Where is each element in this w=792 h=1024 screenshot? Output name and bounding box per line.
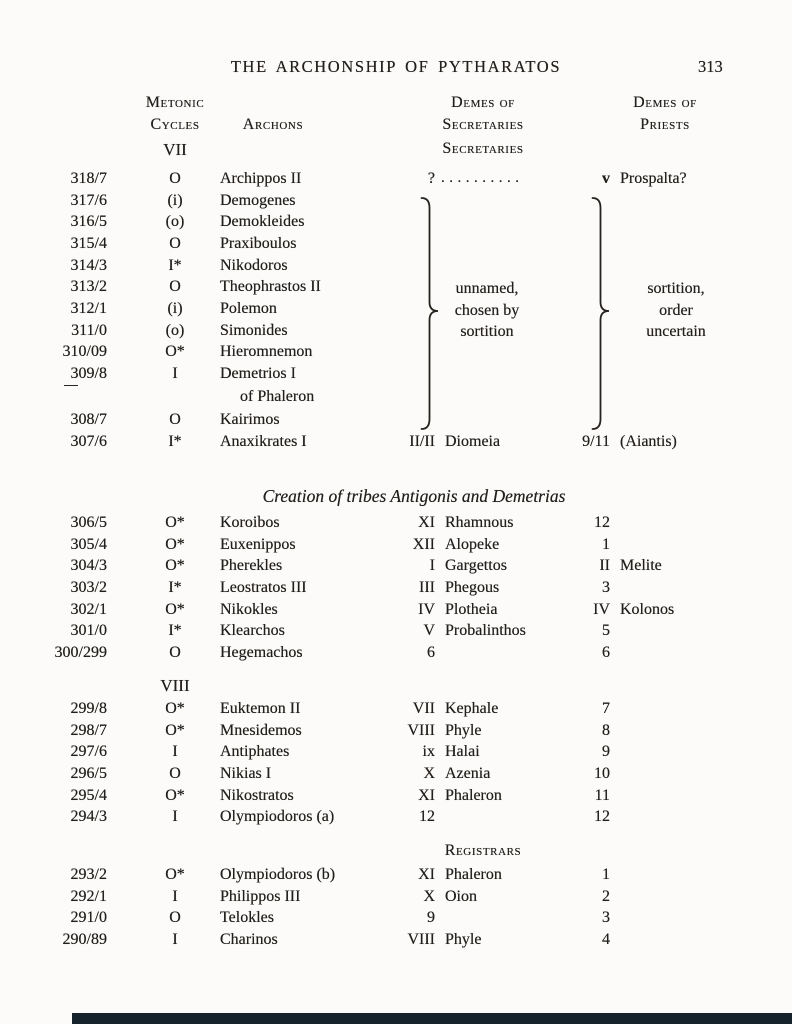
cell-cycle: O [169,909,181,927]
metonic-cycle-vii-label: VII [163,140,187,159]
cell-year: 316/5 [70,213,107,231]
cell-pr-num: 11 [594,786,610,804]
cell-archon: Hegemachos [220,643,303,661]
col-header-demes-priests-line2: Priests [640,116,690,133]
cell-pr-num: 1 [602,535,610,553]
secretaries-subheader: Secretaries [442,140,524,157]
cell-archon: Theophrastos II [220,278,321,296]
cell-archon: Simonides [220,321,288,339]
cell-archon: Archippos II [220,170,302,187]
table-row [0,909,792,931]
cell-cycle: O* [165,343,185,361]
table-row [0,743,792,765]
cell-cycle: I [172,930,178,948]
cell-pr-num: 3 [602,909,610,927]
scan-edge-artifact [72,1013,792,1024]
priests-brace-label [616,278,736,343]
cell-sec-num: XI [418,514,435,531]
cell-cycle: I [172,743,178,761]
cell-sec-name: Gargettos [445,557,507,575]
table-row [0,765,792,787]
cell-year: 301/0 [70,622,107,640]
cell-archon: Demetrios I [220,364,296,382]
secretaries-brace-label [434,278,540,343]
cell-sec-name: Halai [445,743,480,761]
secretaries-brace-label-line2: chosen by [454,301,520,319]
cell-cycle: I [172,808,178,826]
cell-sec-name: Phaleron [445,786,502,804]
cell-pr-num: 3 [602,578,610,596]
cell-archon: Olympiodoros (b) [220,866,336,883]
registrars-subheader: Registrars [444,842,522,859]
cell-sec-num: III [419,578,435,596]
table-row [0,365,792,411]
page-number: 313 [698,57,723,76]
table-row [0,433,792,455]
cell-archon: Philippos III [220,887,301,905]
cell-sec-num: ? [427,170,435,187]
cell-year: 310/09 [62,343,107,361]
cell-archon: Demogenes [220,191,296,209]
cell-archon: Charinos [220,930,278,948]
priests-brace-label-line3: uncertain [646,323,706,341]
table-row [0,343,792,365]
cell-archon: Euxenippos [220,535,296,553]
cell-year: 294/3 [70,808,107,826]
cell-pr-num: 8 [602,721,610,739]
cell-sec-num: XI [418,866,435,883]
cell-sec-num: V [423,622,435,640]
cell-year: 300/299 [54,643,107,661]
cell-cycle: O [169,170,181,187]
cell-archon: Nikias I [220,764,272,782]
cell-archon: Klearchos [220,622,285,640]
cell-year: 306/5 [70,514,107,531]
cell-cycle: (i) [167,299,183,317]
table-row [0,931,792,953]
cell-sec-num: VIII [407,930,435,948]
cell-archon: Euktemon II [220,700,301,717]
table-row [0,787,792,809]
cell-sec-name: Diomeia [445,432,501,450]
cell-archon: Polemon [220,299,277,317]
cell-cycle: O* [165,535,185,553]
cell-archon: Pherekles [220,557,283,575]
cell-archon: Nikostratos [220,786,294,804]
cell-cycle: O* [165,866,185,883]
cell-sec-num: 6 [427,643,435,661]
cell-pr-num: 5 [602,622,610,640]
cell-pr-num: 2 [602,887,610,905]
cell-sec-num: 9 [427,909,435,927]
year-underline-dash [64,385,78,386]
cell-year: 304/3 [70,557,107,575]
cell-cycle: O* [165,786,185,804]
cell-cycle: I [172,364,178,382]
cell-year: 313/2 [70,278,107,296]
cell-sec-num: X [423,764,435,782]
page-title: THE ARCHONSHIP OF PYTHARATOS [230,57,562,76]
table-row [0,411,792,433]
cell-cycle: (i) [167,191,183,209]
cell-year: 292/1 [70,887,107,905]
cell-year: 293/2 [70,866,107,883]
cell-cycle: I [172,887,178,905]
metonic-cycle-viii-label: VIII [160,676,190,695]
cell-cycle: O* [165,557,185,575]
cell-pr-num: 12 [594,514,610,531]
cell-sec-name: Kephale [445,700,499,717]
cell-sec-num: XI [418,786,435,804]
cell-archon-line2: of Phaleron [240,387,315,405]
cell-year: 297/6 [70,743,107,761]
cell-sec-num: IV [418,600,435,618]
cell-archon: Mnesidemos [220,721,302,739]
cell-archon: Hieromnemon [220,343,313,361]
cell-year: 291/0 [70,909,107,927]
cell-archon: Praxiboulos [220,234,297,252]
cell-sec-name: Phaleron [445,866,502,883]
col-header-metonic-line2: Cycles [150,116,200,133]
table-section-registrars [0,866,792,953]
table-row [0,257,792,279]
cell-pr-name: (Aiantis) [620,432,677,450]
cell-cycle: (o) [165,213,185,231]
cell-year: 290/89 [62,930,107,948]
cell-archon: Olympiodoros (a) [220,808,335,826]
cell-cycle: O* [165,700,185,717]
cell-year: 302/1 [70,600,107,618]
table-row [0,213,792,235]
table-row [0,514,792,536]
cell-year: 311/0 [71,321,107,339]
cell-pr-num: 6 [602,643,610,661]
table-row [0,888,792,910]
cell-year: 307/6 [70,432,107,450]
cell-cycle: I* [168,578,182,596]
cell-cycle: I* [168,256,182,274]
cell-archon: Telokles [220,909,274,927]
cell-archon: Koroibos [220,514,280,531]
cell-sec-num: X [423,887,435,905]
table-row [0,579,792,601]
col-header-metonic-line1: Metonic [145,94,205,111]
table-row [0,866,792,888]
cell-cycle: (o) [165,321,185,339]
cell-pr-num: IV [593,600,610,618]
cell-pr-num: 12 [594,808,610,826]
cell-sec-num: 12 [419,808,435,826]
cell-sec-num: VIII [407,721,435,739]
cell-sec-name: Plotheia [445,600,498,618]
table-row [0,170,792,192]
cell-pr-num: 9 [602,743,610,761]
table-row [0,722,792,744]
cell-sec-num: II/II [409,432,435,450]
priests-brace-label-line2: order [659,301,693,319]
cell-archon: Anaxikrates I [220,432,307,450]
cell-archon: Kairimos [220,410,280,428]
secretaries-brace-label-line3: sortition [460,323,514,341]
cell-sec-name: Oion [445,887,477,905]
cell-sec-num: VII [412,700,435,717]
cell-year: 295/4 [70,786,107,804]
cell-cycle: O [169,234,181,252]
cell-cycle: O* [165,721,185,739]
cell-pr-num: 1 [602,866,610,883]
cell-archon: Antiphates [220,743,290,761]
cell-sec-num: ix [422,743,435,761]
col-header-demes-priests-line1: Demes of [633,94,697,111]
table-row [0,235,792,257]
cell-cycle: O [169,764,181,782]
cell-sec-num: XII [412,535,435,553]
cell-pr-num: 9/11 [582,432,610,450]
cell-sec-name: Probalinthos [445,622,526,640]
col-header-demes-secretaries-line2: Secretaries [442,116,524,133]
table-row [0,557,792,579]
cell-sec-name: Alopeke [445,535,500,553]
cell-cycle: I* [168,622,182,640]
cell-year: 317/6 [70,191,107,209]
cell-sec-dots: .......... [441,170,524,186]
cell-year: 315/4 [70,234,107,252]
table-row [0,536,792,558]
cell-sec-name: Phyle [445,930,482,948]
cell-year: 296/5 [70,764,107,782]
table-row [0,622,792,644]
cell-year: 298/7 [70,721,107,739]
cell-pr-num: 10 [594,764,610,782]
cell-sec-num: I [429,557,435,575]
cell-archon: Nikodoros [220,256,288,274]
secretaries-brace-label-line1: unnamed, [455,280,519,297]
table-row [0,808,792,830]
cell-cycle: I* [168,432,182,450]
cell-cycle: O* [165,600,185,618]
cell-year: 314/3 [70,256,107,274]
cell-pr-name: Kolonos [620,600,675,618]
cell-archon: Demokleides [220,213,305,231]
cell-cycle: O [169,643,181,661]
table-section-new-tribes [0,514,792,666]
cell-year: 309/8 [70,364,107,382]
cell-pr-num: v [602,170,610,187]
cell-year: 312/1 [70,299,107,317]
col-header-demes-secretaries-line1: Demes of [451,94,515,111]
table-row [0,192,792,214]
cell-year: 308/7 [70,410,107,428]
cell-archon: Leostratos III [220,578,307,596]
priests-brace-label-line1: sortition, [647,280,705,297]
table-row [0,644,792,666]
table-section-cycle-viii [0,700,792,830]
cell-year: 303/2 [70,578,107,596]
cell-pr-name: Prospalta? [620,170,687,187]
cell-archon: Nikokles [220,600,278,618]
table-row [0,601,792,623]
cell-cycle: O [169,410,181,428]
cell-sec-name: Rhamnous [445,514,514,531]
cell-pr-num: 7 [602,700,610,717]
cell-cycle: O [169,278,181,296]
cell-year: 305/4 [70,535,107,553]
col-header-archons: Archons [242,116,304,133]
cell-year: 318/7 [70,170,107,187]
cell-year: 299/8 [70,700,107,717]
cell-pr-num: 4 [602,930,610,948]
cell-sec-name: Phegous [445,578,500,596]
cell-pr-num: II [599,557,610,575]
cell-cycle: O* [165,514,185,531]
cell-sec-name: Azenia [445,764,491,782]
cell-pr-name: Melite [620,557,662,575]
table-row [0,700,792,722]
cell-sec-name: Phyle [445,721,482,739]
section-heading-creation-of-tribes: Creation of tribes Antigonis and Demetrias [262,486,566,506]
